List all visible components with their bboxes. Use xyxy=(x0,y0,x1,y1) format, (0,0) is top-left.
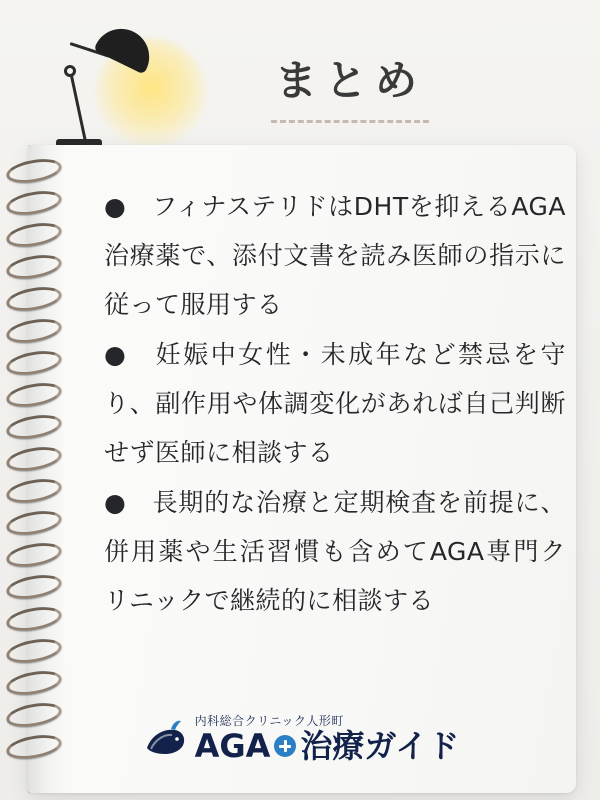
spiral-ring xyxy=(5,155,64,186)
spiral-ring xyxy=(5,251,64,282)
summary-point: ● 長期的な治療と定期検査を前提に、併用薬や生活習慣も含めてAGA専門クリニックで継続的に相談する xyxy=(104,488,566,615)
spiral-ring xyxy=(5,475,64,506)
spiral-ring xyxy=(5,635,64,666)
logo-suffix: 治療ガイド xyxy=(300,727,460,765)
logo-title xyxy=(194,727,460,765)
spiral-ring xyxy=(5,443,64,474)
medical-cross-icon xyxy=(274,735,296,757)
spiral-binding xyxy=(6,160,68,780)
whale-icon xyxy=(141,718,187,762)
spiral-ring xyxy=(5,315,64,346)
page-title-block xyxy=(150,56,550,123)
spiral-ring xyxy=(5,539,64,570)
page-title: まとめ xyxy=(274,56,425,105)
logo-subtitle: 内科総合クリニック人形町 xyxy=(194,714,344,728)
spiral-ring xyxy=(5,507,64,538)
spiral-ring xyxy=(5,347,64,378)
logo-prefix: AGA xyxy=(194,727,271,765)
spiral-ring xyxy=(5,187,64,218)
spiral-ring xyxy=(5,603,64,634)
spiral-ring xyxy=(5,219,64,250)
spiral-ring xyxy=(5,283,64,314)
summary-content xyxy=(104,182,566,626)
spiral-ring xyxy=(5,379,64,410)
title-divider xyxy=(271,120,429,123)
logo-text-block xyxy=(194,712,460,765)
spiral-ring xyxy=(5,667,64,698)
summary-point: ● 妊娠中女性・未成年など禁忌を守り、副作用や体調変化があれば自己判断せず医師に相談する xyxy=(104,340,566,467)
summary-point: ● フィナステリドはDHTを抑えるAGA治療薬で、添付文書を読み医師の指示に従って服用する xyxy=(104,192,566,319)
lamp-joint xyxy=(64,65,76,77)
footer-logo xyxy=(0,712,600,765)
spiral-ring xyxy=(5,571,64,602)
spiral-ring xyxy=(5,411,64,442)
